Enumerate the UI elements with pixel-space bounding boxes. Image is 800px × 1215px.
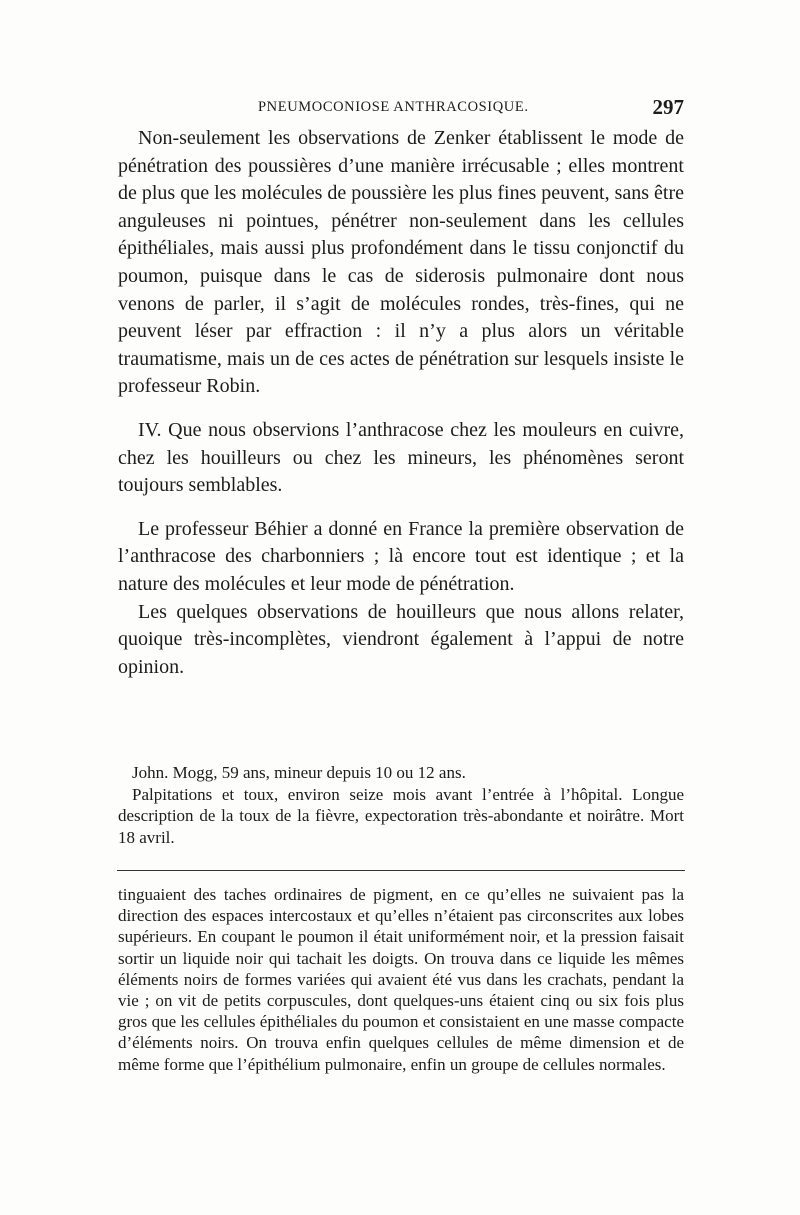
footnote-text: tinguaient des taches ordinaires de pigment, en ce qu’elles ne suivaient pas la direction des espaces intercostaux et qu’elles n’étaient pas circonscrites aux lobes supérieurs. En coupant le poumon il était uniformément noir, et la pression faisait sortir un liquide noir qui tachait les doigts. On trouva dans ce liquide les mêmes éléments noirs de formes variées qui avaient été vus dans les crachats, pendant la vie ; on vit de petits corpuscules, dont quelques-uns étaient cinq ou six fois plus gros que les cellules épithéliales du poumon et consistaient en une masse compacte d’éléments noirs. On trouva enfin quelques cellules de même dimension et de même forme que l’épithélium pulmonaire, enfin un groupe de cellules normales.	[118, 885, 684, 1074]
footnote	[118, 884, 684, 1075]
running-title: PNEUMOCONIOSE ANTHRACOSIQUE.	[258, 99, 529, 115]
paragraph-behier: Le professeur Béhier a donné en France la première observation de l’anthracose des charbonniers ; là encore tout est identique ; et la nature des molécules et leur mode de pénétration.	[118, 517, 684, 595]
case-description: Palpitations et toux, environ seize mois avant l’entrée à l’hôpital. Longue description de la toux de la fièvre, expectoration très-abondante et noirâtre. Mort 18 avril.	[118, 784, 684, 847]
main-text	[118, 125, 684, 681]
footnote-divider	[117, 870, 685, 871]
case-heading: John. Mogg, 59 ans, mineur depuis 10 ou 12 ans.	[132, 763, 466, 782]
paragraph-houilleurs: Les quelques observations de houilleurs que nous allons relater, quoique très-incomplètes, viendront également à l’appui de notre opinion.	[118, 600, 684, 678]
paragraph-zenker: Non-seulement les observations de Zenker établissent le mode de pénétration des poussières d’une manière irrécusable ; elles montrent de plus que les molécules de poussière les plus fines peuvent, sans être anguleuses ni pointues, pénétrer non-seulement dans les cellules épithéliales, mais aussi plus profondément dans le tissu conjonctif du poumon, puisque dans le cas de siderosis pulmonaire dont nous venons de parler, il s’agit de molécules rondes, très-fines, qui ne peuvent léser par effraction : il n’y a plus alors un véritable traumatisme, mais un de ces actes de pénétration sur lesquels insiste le professeur Robin.	[118, 127, 684, 398]
case-observation	[118, 762, 684, 848]
paragraph-section-iv: IV. Que nous observions l’anthracose chez les mouleurs en cuivre, chez les houilleurs ou chez les mineurs, les phénomènes seront toujours semblables.	[118, 418, 684, 497]
running-head	[118, 95, 684, 121]
page-number: 297	[652, 95, 684, 119]
